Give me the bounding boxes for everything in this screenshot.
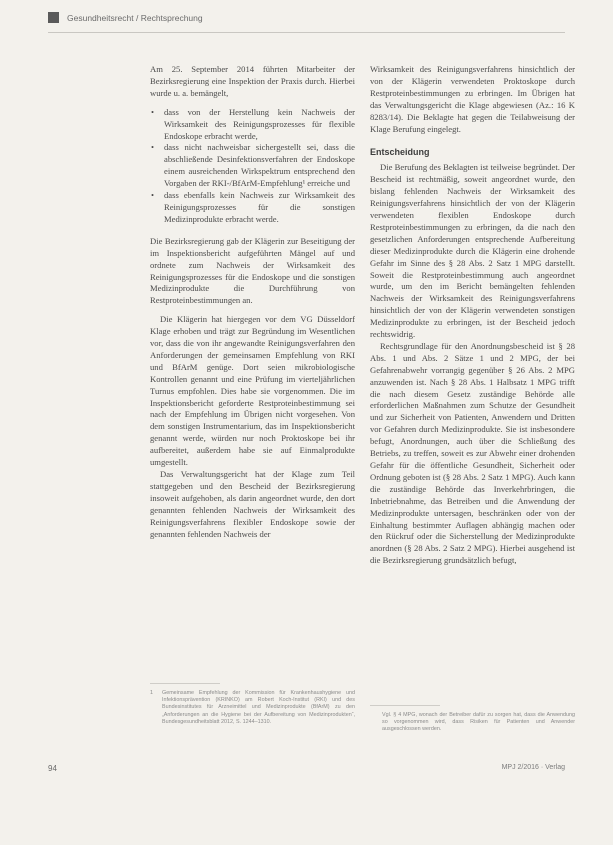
footnote-text: Vgl. § 4 MPG, wonach der Betreiber dafür zu sorgen hat, dass die Anwendung so vorgenommen wird, dass Risiken für Patienten und Anwender ausgeschlossen werden. xyxy=(382,712,575,733)
footnote-number: 1 xyxy=(150,690,153,696)
section-heading: Entscheidung xyxy=(370,147,430,158)
list-item: • dass ebenfalls kein Nachweis zur Wirksamkeit des Reinigungsprozesses für die sonstigen Medizinprodukte erbracht werde. xyxy=(150,190,355,226)
list-item: • dass nicht nachweisbar sichergestellt sei, dass die abschließende Desinfektionsverfahren der Endoskope einem ausreichenden Wirkspektrum entsprechend den Vorgaben der RKI-/BfArM-Empfehlung¹ erreiche und xyxy=(150,142,355,190)
paragraph: Die Klägerin hat hiergegen vor dem VG Düsseldorf Klage erhoben und trägt zur Begründung im Wesentlichen vor, dass die von ihr angewandte Reinigungsverfahren den Anforderungen der gemeinsamen Empfehlung von RKI und BfArM genüge. Dort seien mikrobiologische Kontrollen genannt und eine Prüfung im vierteljährlichen Turnus empfohlen. Dies habe sie vorgenommen. Die im Inspektionsbericht geforderte Restproteinbestimmung sei nach der Empfehlung im Übrigen nicht vorgesehen. Von dem sonstigen Instrumentarium, das im Inspektionsbericht genannt werde, würden nur noch Proktoskope bei ihr aufbereitet, außerdem habe sie auf Einmalprodukte umgestellt. xyxy=(150,314,355,468)
paragraph: Wirksamkeit des Reinigungsverfahrens hinsichtlich der von der Klägerin verwendeten Proktoskope durch Restproteinbestimmungen zu erbringen. Im Übrigen hat das Verwaltungsgericht die Klage abgewiesen (Az.: 16 K 8283/14). Die Beklagte hat gegen die Teilabweisung der Klage Berufung eingelegt. xyxy=(370,64,575,134)
deficiency-list xyxy=(150,107,355,226)
list-item: • dass von der Herstellung kein Nachweis der Wirksamkeit des Reinigungsprozesses für flexible Endoskope erbracht werde, xyxy=(150,107,355,143)
footnote-text: Gemeinsame Empfehlung der Kommission für Krankenhaushygiene und Infektionsprävention (KRINKO) am Robert Koch-Institut (RKI) und des Bundesinstitutes für Arzneimittel und Medizinprodukte (BfArM) zu den „Anforderungen an die Hygiene bei der Aufbereitung von Medizinprodukten“, Bundesgesundheitsblatt 2012, S. 1244–1310. xyxy=(162,690,355,725)
footnote xyxy=(150,690,355,726)
header-divider xyxy=(48,32,565,33)
section-marker xyxy=(48,12,59,23)
section-title: Gesundheitsrecht / Rechtsprechung xyxy=(67,12,203,23)
paragraph: Rechtsgrundlage für den Anordnungsbescheid ist § 28 Abs. 1 und Abs. 2 Sätze 1 und 2 MPG, der bei Gefahrenabwehr vorrangig gegenüber § 26 Abs. 2 MPG anzuwenden ist. Nach § 28 Abs. 1 Halbsatz 1 MPG trifft die nach diesem Gesetz zuständige Behörde alle erforderlichen Maßnahmen zum Schutze der Gesundheit und zur Sicherheit von Patienten, Anwendern und Dritten vor Gefahren durch Medizinprodukte. Sie ist insbesondere befugt, Anordnungen, auch über die Schließung des Betriebs, zu treffen, soweit es zur Abwehr einer drohenden Gefahr für die öffentliche Gesundheit, Sicherheit oder Ordnung geboten ist (§ 28 Abs. 2 Satz 1 MPG). Auch kann die zuständige Behörde das Inverkehrbringen, die Inbetriebnahme, das Betreiben und die Anwendung der Medizinprodukte untersagen, beschränken oder von der Einhaltung bestimmter Auflagen abhängig machen oder den Rückruf oder die Sicherstellung der Medizinprodukte anordnen (§ 28 Abs. 2 Satz 2 MPG). Hierbei ausgehend ist die Bezirksregierung grundsätzlich befugt, xyxy=(370,340,575,566)
footnote-divider xyxy=(150,683,220,684)
page-number: 94 xyxy=(48,764,57,773)
paragraph: Die Berufung des Beklagten ist teilweise begründet. Der Bescheid ist rechtmäßig, soweit angeordnet wurde, den bislang fehlenden Nachweis der Wirksamkeit des Reinigungsverfahrens hinsichtlich der von der Klägerin verwendeten flexiblen Endoskope durch Restproteinbestimmungen zu erbringen, da die nach den gesetzlichen Anforderungen entsprechende Aufbereitung dieser Medizinprodukte durch die Klägerin eine drohende Gefahr im Sinne des § 28 Abs. 2 Satz 1 MPG darstellt. Soweit die Restproteinbestimmung auch angeordnet wurde, um den im Bericht bemängelten fehlenden Nachweis der Wirksamkeit des Reinigungsverfahrens hinsichtlich der von der Klägerin verwendeten sonstigen Medizinprodukte zu erbringen, ist der Bescheid jedoch rechtswidrig. xyxy=(370,162,575,340)
running-header xyxy=(48,12,203,23)
paragraph: Die Bezirksregierung gab der Klägerin zur Beseitigung der im Inspektionsbericht aufgeführten Mängel auf und ordnete zum Nachweis der Wirksamkeit des Reinigungsprozesses für die Endoskope und die sonstigen Medizinprodukte die Durchführung von Restproteinbestimmungen an. xyxy=(150,235,355,306)
paragraph: Das Verwaltungsgericht hat der Klage zum Teil stattgegeben und den Bescheid der Bezirksregierung insoweit aufgehoben, als darin angeordnet wurde, den dort genannten fehlenden Nachweis der Wirksamkeit des Reinigungsverfahrens flexibler Endoskope sowie der genannten fehlenden Nachweis der xyxy=(150,469,355,539)
footnote-divider xyxy=(370,705,440,706)
right-column xyxy=(370,64,575,567)
journal-reference: MPJ 2/2016 · Verlag xyxy=(501,764,565,771)
intro-paragraph: Am 25. September 2014 führten Mitarbeiter der Bezirksregierung eine Inspektion der Praxis durch. Hierbei wurde u. a. bemängelt, xyxy=(150,64,355,98)
left-column xyxy=(150,64,355,540)
footnote xyxy=(382,712,575,734)
